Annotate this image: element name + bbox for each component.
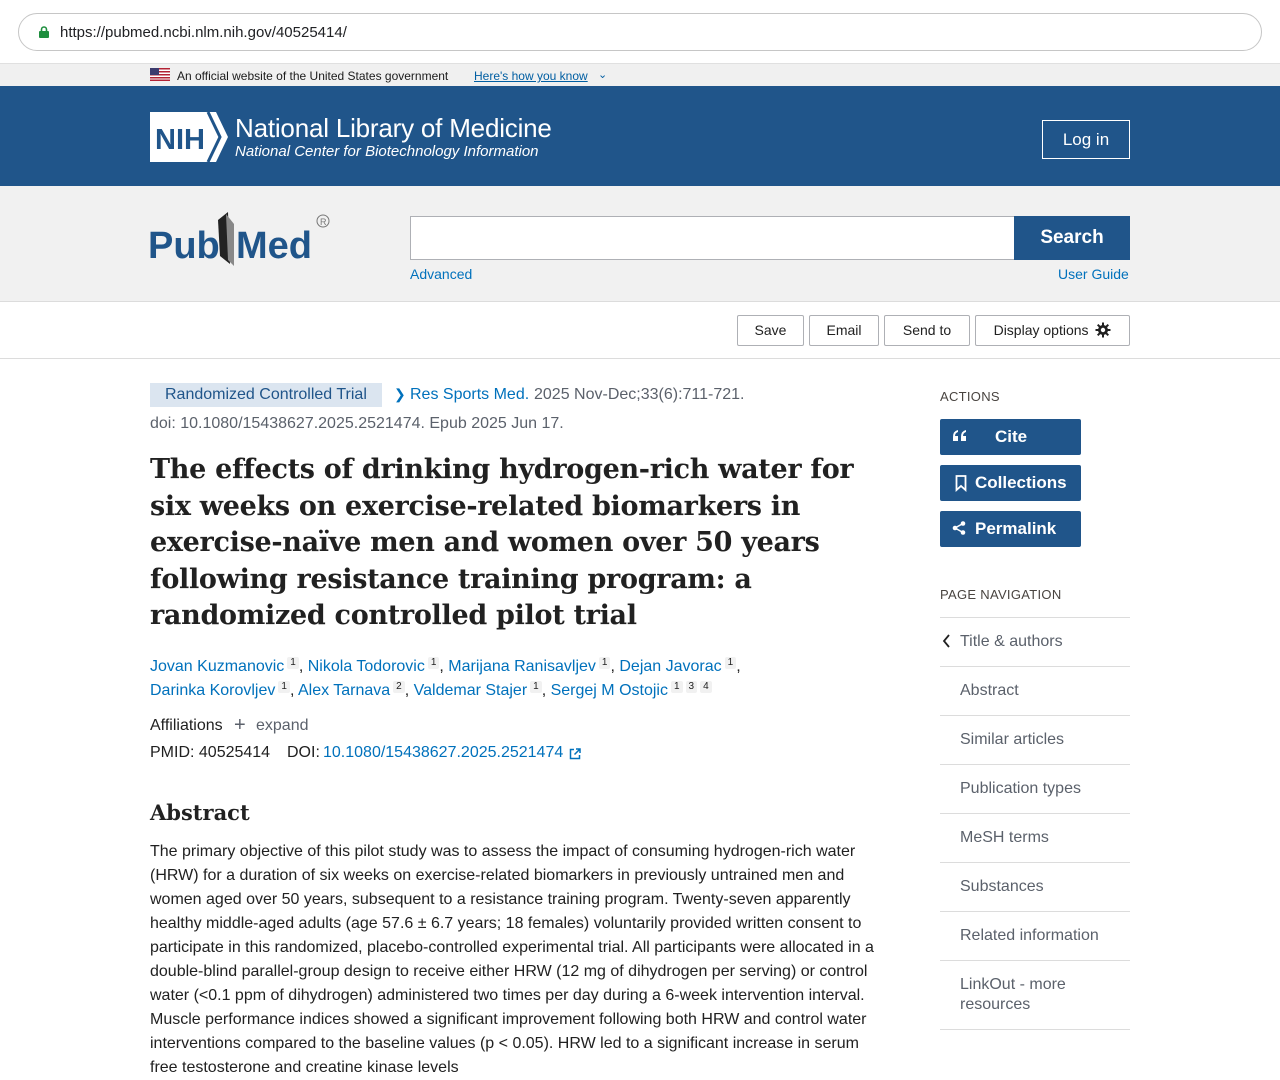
chevron-right-icon[interactable]: ❯ bbox=[394, 386, 406, 402]
nav-item-publication-types[interactable] bbox=[940, 765, 1130, 814]
collections-label: Collections bbox=[975, 473, 1067, 492]
article-title: The effects of drinking hydrogen-rich water for six weeks on exercise-related biomarkers in exercise-naïve men and women over 50 years following resistance training program: a randomized controlled pilot trial bbox=[150, 454, 854, 631]
cite-label: Cite bbox=[995, 427, 1028, 446]
nav-item-label: Publication types bbox=[960, 780, 1081, 797]
author-link[interactable]: Jovan Kuzmanovic bbox=[150, 658, 285, 675]
page-navigation-heading: PAGE NAVIGATION bbox=[940, 587, 1062, 602]
journal-citation: 2025 Nov-Dec;33(6):711-721. bbox=[534, 386, 745, 403]
nav-item-similar-articles[interactable] bbox=[940, 716, 1130, 765]
abstract-heading: Abstract bbox=[150, 800, 250, 825]
search-area bbox=[0, 186, 1280, 302]
us-flag-icon bbox=[150, 68, 170, 81]
svg-text:Pub: Pub bbox=[148, 225, 220, 267]
nav-item-title-authors[interactable] bbox=[940, 618, 1130, 667]
save-button[interactable]: Save bbox=[737, 315, 804, 346]
nih-logo-text: NIH bbox=[155, 124, 205, 156]
nav-item-label: Similar articles bbox=[960, 731, 1065, 748]
affiliations-label: Affiliations bbox=[150, 717, 223, 734]
affiliation-number[interactable]: 4 bbox=[700, 681, 712, 693]
cite-button[interactable] bbox=[940, 419, 1081, 455]
permalink-label: Permalink bbox=[975, 519, 1057, 538]
nav-item-abstract[interactable] bbox=[940, 667, 1130, 716]
nlm-title[interactable]: National Library of Medicine bbox=[235, 113, 552, 143]
nav-item-linkout[interactable] bbox=[940, 961, 1130, 1030]
plus-icon[interactable]: + bbox=[234, 714, 246, 736]
nih-logo[interactable] bbox=[150, 112, 230, 162]
display-options-label: Display options bbox=[993, 322, 1089, 338]
chevron-down-icon[interactable]: ⌄ bbox=[598, 69, 608, 81]
affiliation-number[interactable]: 2 bbox=[393, 681, 405, 693]
affiliation-number[interactable]: 1 bbox=[530, 681, 542, 693]
external-link-icon[interactable] bbox=[569, 748, 581, 760]
actions-heading: ACTIONS bbox=[940, 389, 1000, 404]
author-link[interactable]: Nikola Todorovic bbox=[307, 658, 425, 675]
nav-item-label: LinkOut - more resources bbox=[960, 976, 1066, 1013]
nav-item-substances[interactable] bbox=[940, 863, 1130, 912]
email-button[interactable]: Email bbox=[809, 315, 879, 346]
doi-label: DOI: bbox=[287, 744, 320, 761]
publication-type-badge: Randomized Controlled Trial bbox=[150, 383, 382, 407]
gov-banner bbox=[0, 63, 1280, 86]
nav-item-related-information[interactable] bbox=[940, 912, 1130, 961]
search-button[interactable]: Search bbox=[1014, 216, 1130, 260]
address-bar[interactable] bbox=[18, 13, 1262, 51]
article-toolbar bbox=[0, 302, 1280, 359]
affiliation-number[interactable]: 1 bbox=[671, 681, 683, 693]
affiliation-number[interactable]: 1 bbox=[278, 681, 290, 693]
advanced-search-link[interactable]: Advanced bbox=[410, 266, 473, 282]
search-input[interactable] bbox=[410, 216, 1015, 260]
bookmark-icon bbox=[955, 475, 967, 491]
user-guide-link[interactable]: User Guide bbox=[1058, 266, 1129, 282]
author-list: Jovan Kuzmanovic 1 , Nikola Todorovic 1 , Marijana Ranisavljev 1 , Dejan Javorac 1 , Darinka Korovljev 1 , Alex Tarnava 2 , Valdemar Stajer 1 , Sergej M Ostojic 1 3 4 bbox=[150, 657, 741, 699]
gov-banner-text: An official website of the United States government bbox=[177, 69, 449, 83]
affiliation-number[interactable]: 3 bbox=[686, 681, 698, 693]
doi-line: doi: 10.1080/15438627.2025.2521474. Epub 2025 Jun 17. bbox=[150, 415, 564, 432]
nih-header bbox=[0, 86, 1280, 186]
author-link[interactable]: Alex Tarnava bbox=[297, 682, 391, 699]
heres-how-link[interactable]: Here's how you know bbox=[474, 69, 588, 83]
chevron-left-icon bbox=[942, 633, 952, 649]
nav-item-label: Abstract bbox=[960, 682, 1019, 699]
share-icon bbox=[952, 521, 966, 535]
collections-button[interactable] bbox=[940, 465, 1081, 501]
author-link[interactable]: Dejan Javorac bbox=[619, 658, 722, 675]
svg-text:Med: Med bbox=[236, 225, 312, 267]
nav-item-label: Title & authors bbox=[960, 633, 1063, 650]
nav-item-label: MeSH terms bbox=[960, 829, 1049, 846]
nav-item-label: Substances bbox=[960, 878, 1044, 895]
journal-link[interactable]: Res Sports Med. bbox=[410, 386, 530, 403]
ncbi-subtitle: National Center for Biotechnology Information bbox=[235, 143, 539, 160]
display-options-button[interactable] bbox=[975, 315, 1130, 346]
nav-item-mesh-terms[interactable] bbox=[940, 814, 1130, 863]
doi-link[interactable]: 10.1080/15438627.2025.2521474 bbox=[323, 744, 564, 761]
gear-icon bbox=[1095, 322, 1111, 338]
quote-icon bbox=[952, 429, 968, 443]
author-link[interactable]: Darinka Korovljev bbox=[150, 682, 276, 699]
author-link[interactable]: Marijana Ranisavljev bbox=[448, 658, 596, 675]
nav-item-label: Related information bbox=[960, 927, 1099, 944]
affiliation-number[interactable]: 1 bbox=[599, 657, 611, 669]
pubmed-logo[interactable] bbox=[148, 208, 334, 274]
login-button[interactable]: Log in bbox=[1042, 120, 1130, 159]
send-to-button[interactable]: Send to bbox=[884, 315, 970, 346]
expand-affiliations-button[interactable]: expand bbox=[256, 717, 309, 734]
affiliation-number[interactable]: 1 bbox=[428, 657, 440, 669]
pmid: PMID: 40525414 bbox=[150, 744, 271, 761]
affiliation-number[interactable]: 1 bbox=[287, 657, 299, 669]
affiliation-number[interactable]: 1 bbox=[725, 657, 737, 669]
permalink-button[interactable] bbox=[940, 511, 1081, 547]
url-text[interactable]: https://pubmed.ncbi.nlm.nih.gov/40525414/ bbox=[60, 24, 347, 41]
svg-text:R: R bbox=[320, 217, 327, 227]
lock-icon bbox=[39, 26, 49, 38]
abstract-text: The primary objective of this pilot study was to assess the impact of consuming hydrogen-rich water (HRW) for a duration of six weeks on exercise-related biomarkers in previously untrained men and women aged over 50 years, subsequent to a resistance training program. Twenty-seven apparently healthy middle-aged adults (age 57.6 ± 6.7 years; 18 females) voluntarily provided written consent to participate in this randomized, placebo-controlled experimental trial. All participants were allocated in a double-blind parallel-group design to receive either HRW (12 mg of dihydrogen per serving) or control water (<0.1 ppm of dihydrogen) administered two times per day during a 6-week intervention interval. Muscle performance indices showed a significant improvement following both HRW and control water interventions compared to the baseline values (p < 0.05). HRW led to a significant increase in serum free testosterone and creatine kinase levels bbox=[150, 843, 874, 1076]
author-link[interactable]: Sergej M Ostojic bbox=[550, 682, 668, 699]
browser-bar bbox=[0, 0, 1280, 63]
page-navigation-list bbox=[940, 617, 1130, 1030]
author-link[interactable]: Valdemar Stajer bbox=[413, 682, 528, 699]
